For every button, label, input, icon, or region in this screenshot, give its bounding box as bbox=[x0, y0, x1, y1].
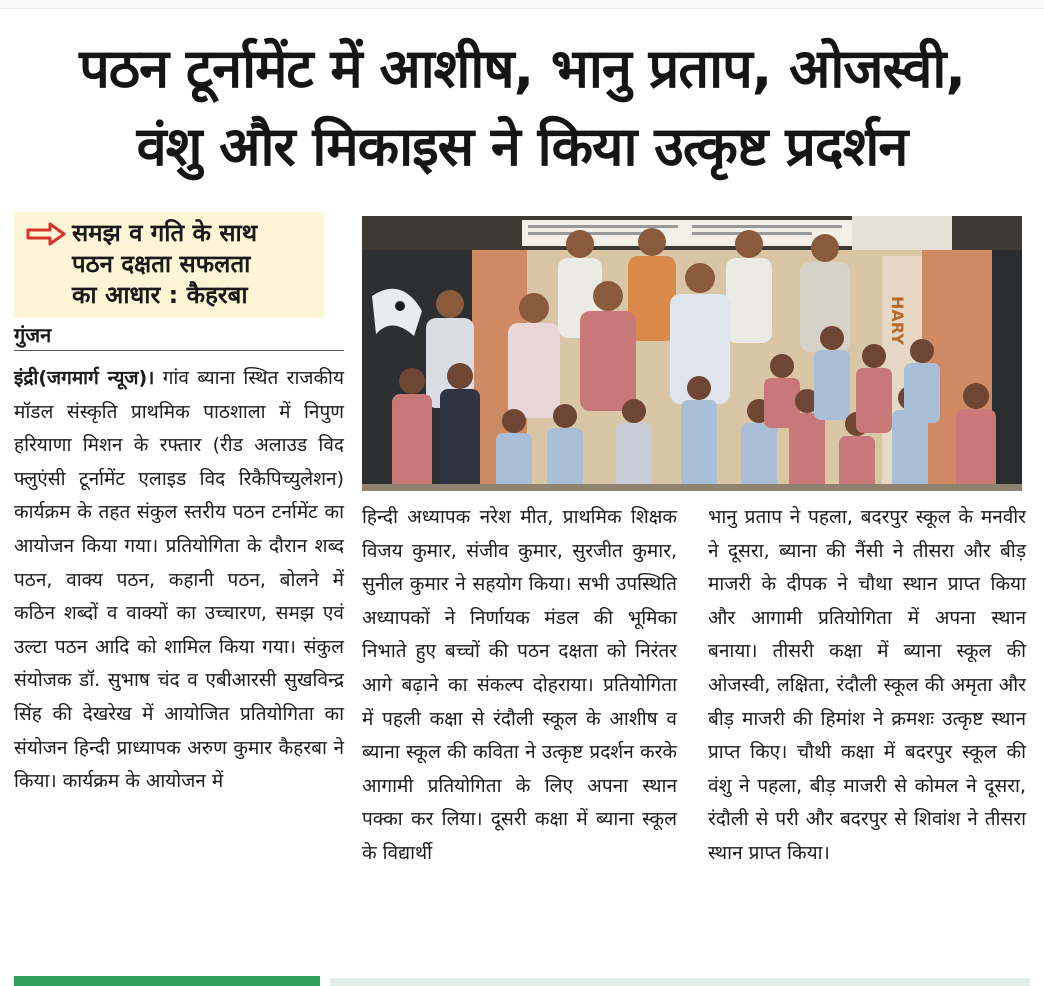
svg-text:HARY: HARY bbox=[888, 296, 907, 345]
byline: गुंजन bbox=[14, 322, 344, 351]
bottom-light-bar bbox=[330, 978, 1030, 986]
column-1-text: गांव ब्याना स्थित राजकीय मॉडल संस्कृति प्राथमिक पाठशाला में निपुण हरियाणा मिशन के रफ्तार (रीड अलाउड विद फ्लुएंसी टूर्नामेंट एलाइड विद रिकैपिच्युलेशन) कार्यक्रम के तहत संकुल स्तरीय पठन टर्नामेंट का आयोजन किया गया। प्रतियोगिता के दौरान शब्द पठन, वाक्य पठन, कहानी पठन, बोलने में कठिन शब्दों व वाक्यों का उच्चारण, समझ एवं उल्टा पठन आदि को शामिल किया गया। संकुल संयोजक डॉ. सुभाष चंद व एबीआरसी सुखविन्द्र सिंह की देखरेख में आयोजित प्रतियोगिता का संयोजन हिन्दी प्राध्यापक अरुण कुमार कैहरबा ने किया। कार्यक्रम के आयोजन में bbox=[14, 367, 344, 793]
article-column-2: हिन्दी अध्यापक नरेश मीत, प्राथमिक शिक्षक विजय कुमार, संजीव कुमार, सुरजीत कुमार, सुनील कुमार ने सहयोग किया। सभी उपस्थिति अध्यापकों ने निर्णायक मंडल की भूमिका निभाते हुए बच्चों की पठन दक्षता को निरंतर आगे बढ़ाने का संकल्प दोहराया। प्रतियोगिता में पहली कक्षा से रंदौली स्कूल के आशीष व ब्याना स्कूल की कविता ने उत्कृष्ट प्रदर्शन करके आगामी प्रतियोगिता के लिए अपना स्थान पक्का कर लिया। दूसरी कक्षा में ब्याना स्कूल के विद्यार्थी bbox=[362, 506, 677, 864]
group-photo bbox=[362, 216, 1022, 491]
headline-line-1: पठन टूर्नामेंट में आशीष, भानु प्रताप, ओजस्वी, bbox=[79, 37, 965, 100]
bottom-accent-bar bbox=[14, 976, 320, 986]
group-photo-illustration bbox=[362, 216, 1022, 491]
kicker-box bbox=[14, 212, 324, 318]
top-page-strip bbox=[0, 0, 1044, 9]
right-arrow-icon bbox=[26, 222, 66, 246]
dateline: इंद्री(जगमार्ग न्यूज)। bbox=[14, 367, 155, 389]
kicker-text: समझ व गति के साथ पठन दक्षता सफलता का आधार : कैहरबा bbox=[72, 219, 258, 309]
headline-line-2: वंशु और मिकाइस ने किया उत्कृष्ट प्रदर्शन bbox=[136, 115, 908, 178]
article-column-3: भानु प्रताप ने पहला, बदरपुर स्कूल के मनवीर ने दूसरा, ब्याना की नैंसी ने तीसरा और बीड़ माजरी के दीपक ने चौथा स्थान प्राप्त किया और आगामी प्रतियोगिता में अपना स्थान बनाया। तीसरी कक्षा में ब्याना स्कूल की ओजस्वी, लक्षिता, रंदौली स्कूल की अमृता और बीड़ माजरी की हिमांश ने क्रमशः उत्कृष्ट स्थान प्राप्त किए। चौथी कक्षा में बदरपुर स्कूल की वंशु ने पहला, बीड़ माजरी से कोमल ने दूसरा, रंदौली से परी और बदरपुर से शिवांश ने तीसरा स्थान प्राप्त किया। bbox=[708, 506, 1026, 864]
headline bbox=[0, 30, 1044, 186]
article-column-1 bbox=[14, 362, 344, 799]
